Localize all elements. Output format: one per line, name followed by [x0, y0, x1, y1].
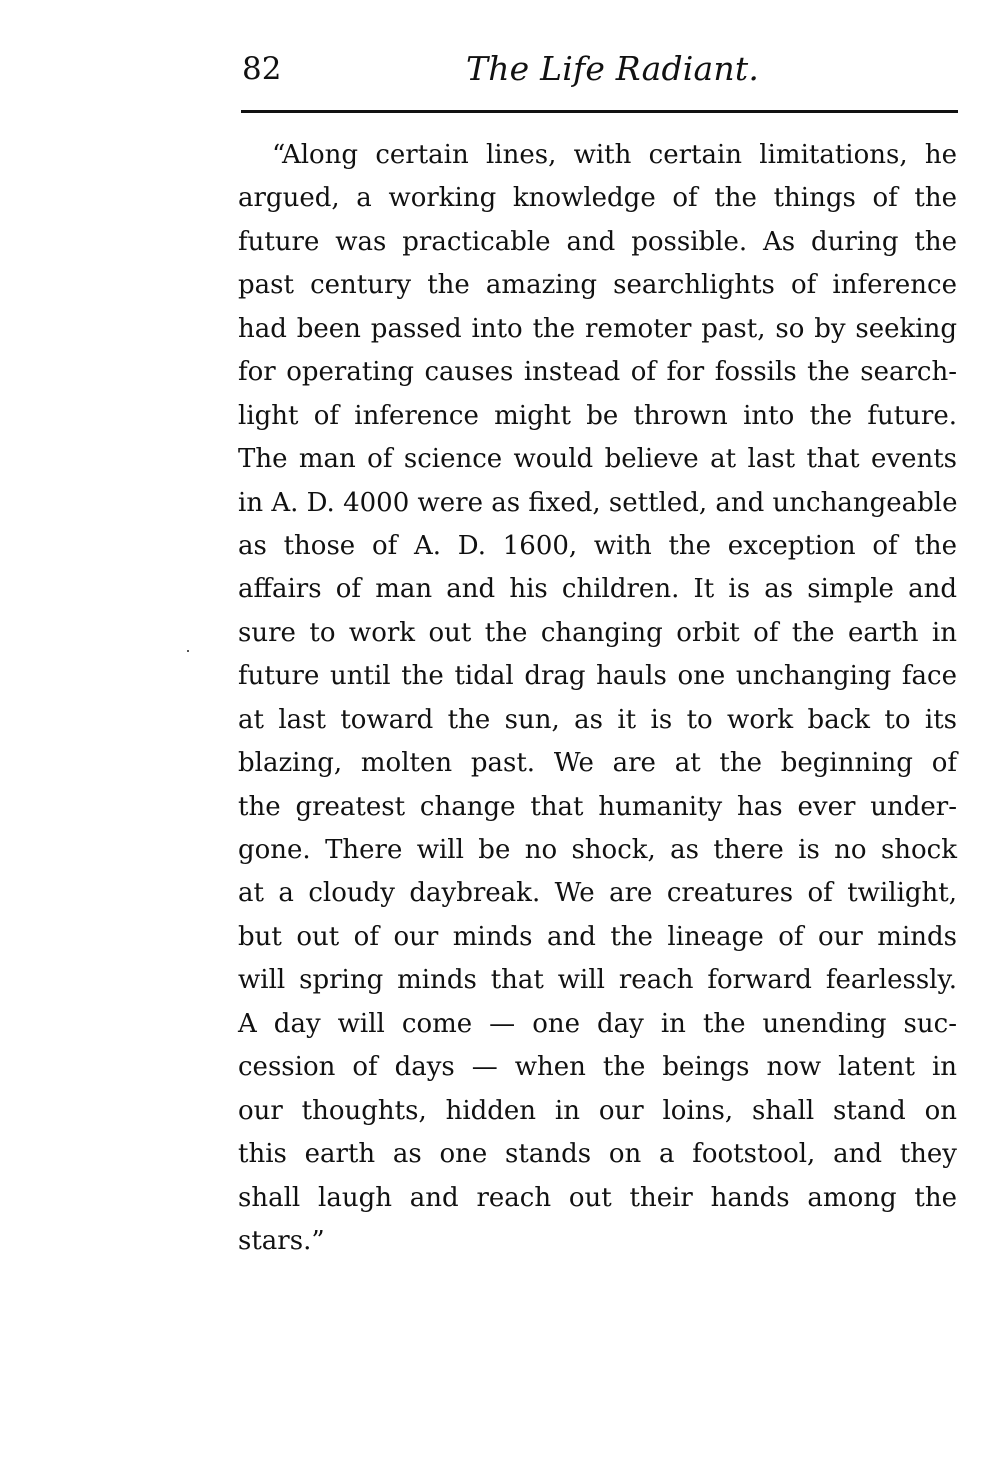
text-line: this earth as one stands on a footstool, and they	[238, 1139, 957, 1170]
stray-mark	[187, 650, 189, 652]
body-paragraph	[238, 134, 957, 1263]
text-line: at a cloudy daybreak. We are creatures of twilight,	[238, 878, 957, 909]
text-line: future was practicable and possible. As during the	[238, 226, 957, 257]
text-line: blazing, molten past. We are at the beginning of	[238, 748, 957, 779]
text-line: argued, a working knowledge of the things of the	[238, 183, 957, 214]
page-header	[240, 44, 958, 94]
running-title: The Life Radiant.	[466, 49, 760, 88]
text-line: our thoughts, hidden in our loins, shall stand on	[238, 1095, 957, 1126]
text-line: in A. D. 4000 were as fixed, settled, and unchangeable	[238, 487, 958, 518]
text-line: affairs of man and his children. It is as simple and	[238, 574, 957, 605]
header-rule	[241, 110, 958, 113]
text-line: shall laugh and reach out their hands among the	[238, 1182, 957, 1213]
text-line: cession of days — when the beings now latent in	[238, 1052, 957, 1083]
text-line: “Along certain lines, with certain limitations, he	[272, 140, 957, 170]
text-line: had been passed into the remoter past, so by seeking	[238, 313, 957, 344]
text-line: gone. There will be no shock, as there is no shock	[238, 835, 957, 865]
text-line: past century the amazing searchlights of inference	[238, 270, 957, 301]
text-line: as those of A. D. 1600, with the exception of the	[238, 530, 957, 561]
text-line: stars.”	[238, 1225, 325, 1256]
text-line: A day will come — one day in the unending suc-	[238, 1008, 957, 1039]
text-line: but out of our minds and the lineage of our minds	[238, 921, 957, 952]
text-line: sure to work out the changing orbit of the earth in	[238, 617, 957, 648]
text-line: for operating causes instead of for fossils the search-	[238, 357, 957, 388]
text-line: at last toward the sun, as it is to work back to its	[238, 704, 957, 735]
text-line: The man of science would believe at last that events	[238, 444, 957, 475]
text-line: the greatest change that humanity has ever under-	[238, 791, 957, 822]
text-line: light of inference might be thrown into the future.	[238, 400, 957, 431]
text-line: future until the tidal drag hauls one unchanging face	[238, 661, 957, 692]
text-line: will spring minds that will reach forward fearlessly.	[238, 965, 957, 996]
page-number: 82	[242, 51, 282, 87]
